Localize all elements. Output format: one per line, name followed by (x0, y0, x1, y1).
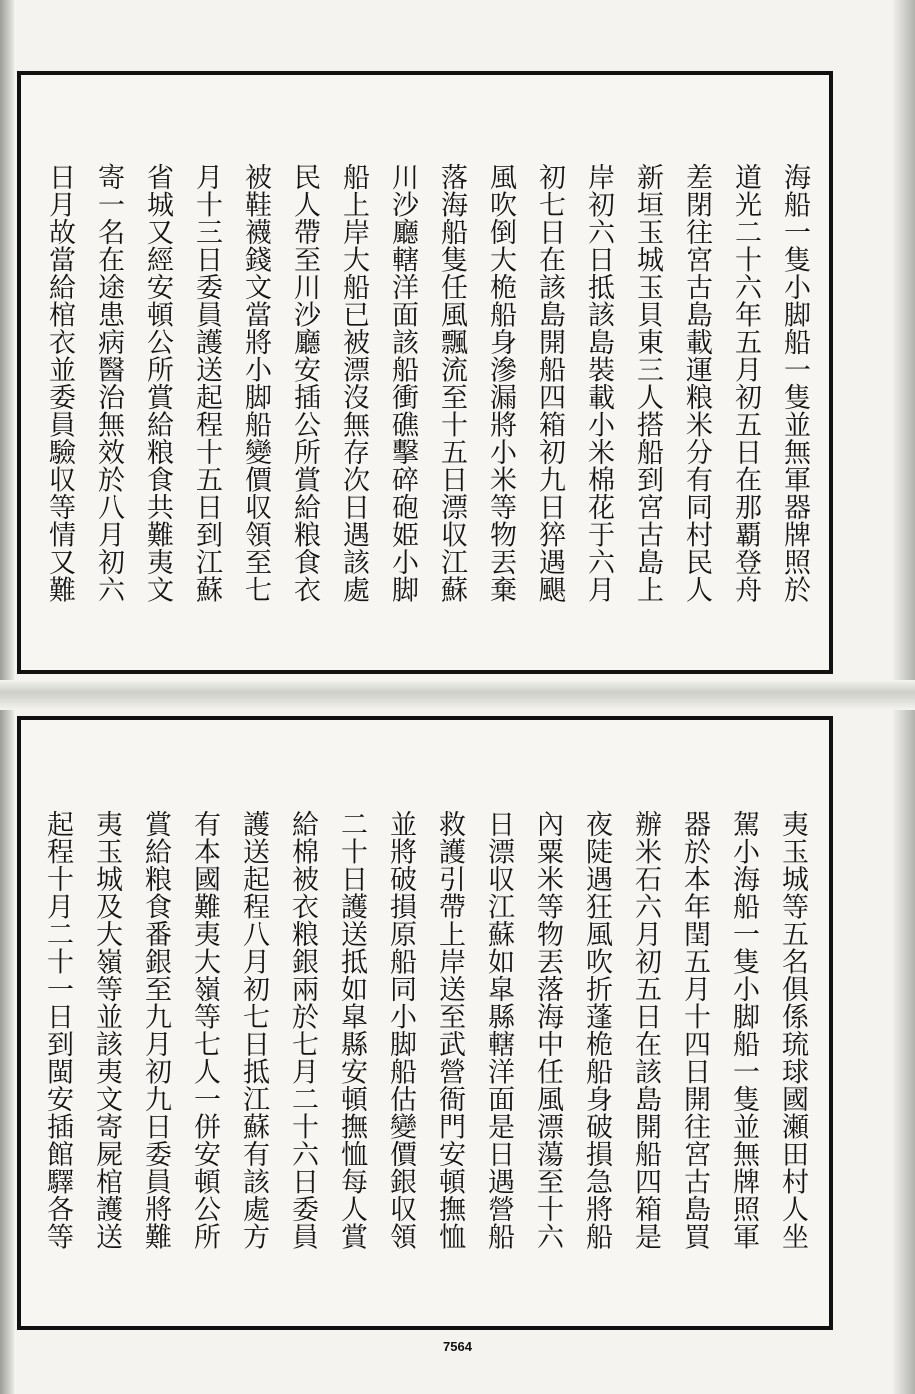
text-column: 駕小海船一隻小脚船一隻並無牌照軍 (728, 810, 759, 1250)
text-column: 岸初六日抵該島裝載小米棉花于六月 (583, 163, 614, 603)
text-column: 給棉被衣粮銀兩於七月二十六日委員 (287, 810, 318, 1250)
upper-text-panel (17, 71, 833, 674)
text-column: 差閉往宮古島載運粮米分有同村民人 (681, 163, 712, 603)
text-column: 新垣玉城玉貝東三人搭船到宮古島上 (632, 163, 663, 603)
text-column: 器於本年閏五月十四日開往宮古島買 (679, 810, 710, 1250)
text-column: 海船一隻小脚船一隻並無軍器牌照於 (779, 163, 810, 603)
text-column: 川沙廳轄洋面該船衝礁擊碎砲姫小脚 (387, 163, 418, 603)
text-column: 省城又經安頓公所賞給粮食共難夷文 (142, 163, 173, 603)
text-column: 夜陡遇狂風吹折蓬桅船身破損急將船 (581, 810, 612, 1250)
text-column: 護送起程八月初七日抵江蘇有該處方 (238, 810, 269, 1250)
lower-text-panel (17, 716, 833, 1330)
text-column: 並將破損原船同小脚船估變價銀収領 (385, 810, 416, 1250)
text-column: 寄一名在途患病醫治無效於八月初六 (93, 163, 124, 603)
text-column: 有本國難夷大嶺等七人一併安頓公所 (189, 810, 220, 1250)
page-fold (0, 680, 915, 710)
text-column: 夷玉城等五名俱係琉球國瀬田村人坐 (777, 810, 808, 1250)
page-number: 7564 (443, 1339, 472, 1354)
text-column: 救護引帶上岸送至武營衙門安頓撫恤 (434, 810, 465, 1250)
text-column: 內粟米等物丟落海中任風漂蕩至十六 (532, 810, 563, 1250)
text-column: 賞給粮食番銀至九月初九日委員將難 (140, 810, 171, 1250)
text-column: 日月故當給棺衣並委員驗収等情又難 (44, 163, 75, 603)
text-column: 民人帶至川沙廳安插公所賞給粮食衣 (289, 163, 320, 603)
text-column: 辦米石六月初五日在該島開船四箱是 (630, 810, 661, 1250)
text-column: 風吹倒大桅船身滲漏將小米等物丟棄 (485, 163, 516, 603)
text-column: 月十三日委員護送起程十五日到江蘇 (191, 163, 222, 603)
text-column: 初七日在該島開船四箱初九日猝遇颶 (534, 163, 565, 603)
text-column: 二十日護送抵如皐縣安頓撫恤每人賞 (336, 810, 367, 1250)
text-column: 道光二十六年五月初五日在那覇登舟 (730, 163, 761, 603)
text-column: 日漂収江蘇如皐縣轄洋面是日遇營船 (483, 810, 514, 1250)
text-column: 夷玉城及大嶺等並該夷文寄屍棺護送 (91, 810, 122, 1250)
text-column: 船上岸大船已被漂沒無存次日遇該處 (338, 163, 369, 603)
text-column: 落海船隻任風飄流至十五日漂収江蘇 (436, 163, 467, 603)
text-column: 起程十月二十一日到閩安插館驛各等 (42, 810, 73, 1250)
text-column: 被鞋襪錢文當將小脚船變價収領至七 (240, 163, 271, 603)
